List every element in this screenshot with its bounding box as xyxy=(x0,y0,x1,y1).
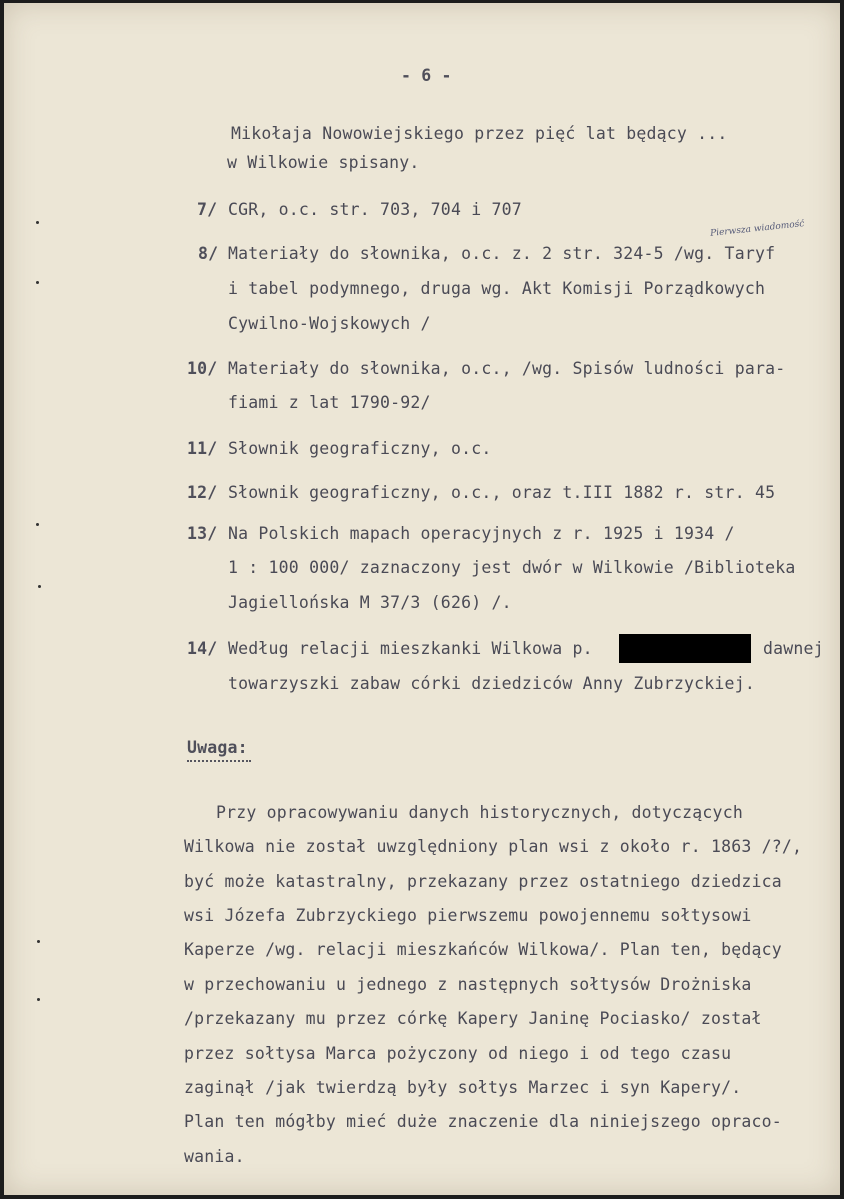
note-number: 7/ xyxy=(197,200,218,219)
note-line: 1 : 100 000/ zaznaczony jest dwór w Wilkowie /Biblioteka xyxy=(228,558,796,577)
note-line: Materiały do słownika, o.c., /wg. Spisów ludności para- xyxy=(228,359,786,378)
remark-line: /przekazany mu przez córkę Kapery Janinę Pociasko/ został xyxy=(184,1009,762,1028)
note-line: Słownik geograficzny, o.c. xyxy=(228,439,492,458)
note-line: Na Polskich mapach operacyjnych z r. 1925 i 1934 / xyxy=(228,524,735,543)
page-number: - 6 - xyxy=(401,66,452,85)
remark-heading: Uwaga: xyxy=(187,738,248,757)
heading-underline xyxy=(187,760,251,765)
remark-line: Kaperze /wg. relacji mieszkańców Wilkowa/. Plan ten, będący xyxy=(184,940,782,959)
note-line: Słownik geograficzny, o.c., oraz t.III 1882 r. str. 45 xyxy=(228,483,776,502)
note-number: 13/ xyxy=(187,524,218,543)
redaction-bar xyxy=(619,634,751,663)
remark-line: być może katastralny, przekazany przez ostatniego dziedzica xyxy=(184,872,782,891)
note-line: Cywilno-Wojskowych / xyxy=(228,314,431,333)
note-line: Według relacji mieszkanki Wilkowa p. xyxy=(228,639,593,658)
margin-speck xyxy=(37,940,40,943)
note-line: i tabel podymnego, druga wg. Akt Komisji Porządkowych xyxy=(228,279,766,298)
margin-speck xyxy=(37,998,40,1001)
note-line: Jagiellońska M 37/3 (626) /. xyxy=(228,593,512,612)
remark-line: wsi Józefa Zubrzyckiego pierwszemu powojennemu sołtysowi xyxy=(184,906,752,925)
note-number: 14/ xyxy=(187,639,218,658)
note-line: w Wilkowie spisany. xyxy=(227,153,420,172)
document-page xyxy=(4,3,840,1195)
note-number: 11/ xyxy=(187,439,218,458)
remark-line: Przy opracowywaniu danych historycznych, dotyczących xyxy=(216,803,743,822)
remark-line: Plan ten mógłby mieć duże znaczenie dla niniejszego opraco- xyxy=(184,1112,782,1131)
note-number: 10/ xyxy=(187,359,218,378)
remark-line: w przechowaniu u jednego z następnych sołtysów Drożniska xyxy=(184,975,752,994)
note-line: CGR, o.c. str. 703, 704 i 707 xyxy=(228,200,522,219)
handwritten-note: Pierwsza wiadomość xyxy=(709,219,805,239)
remark-line: wania. xyxy=(184,1147,245,1166)
note-line: towarzyszki zabaw córki dziedziców Anny Zubrzyckiej. xyxy=(228,674,755,693)
margin-speck xyxy=(36,281,39,284)
note-line: Materiały do słownika, o.c. z. 2 str. 324-5 /wg. Taryf xyxy=(228,244,776,263)
note-line-end: dawnej xyxy=(763,639,824,658)
note-number: 8/ xyxy=(198,244,219,263)
margin-speck xyxy=(38,585,41,588)
margin-speck xyxy=(36,523,39,526)
remark-line: zaginął /jak twierdzą były sołtys Marzec i syn Kapery/. xyxy=(184,1078,742,1097)
note-line: fiami z lat 1790-92/ xyxy=(228,393,431,412)
margin-speck xyxy=(36,221,39,224)
remark-line: Wilkowa nie został uwzględniony plan wsi z około r. 1863 /?/, xyxy=(184,837,803,856)
note-line: Mikołaja Nowowiejskiego przez pięć lat będący ... xyxy=(231,124,728,143)
remark-line: przez sołtysa Marca pożyczony od niego i od tego czasu xyxy=(184,1044,732,1063)
note-number: 12/ xyxy=(187,483,218,502)
